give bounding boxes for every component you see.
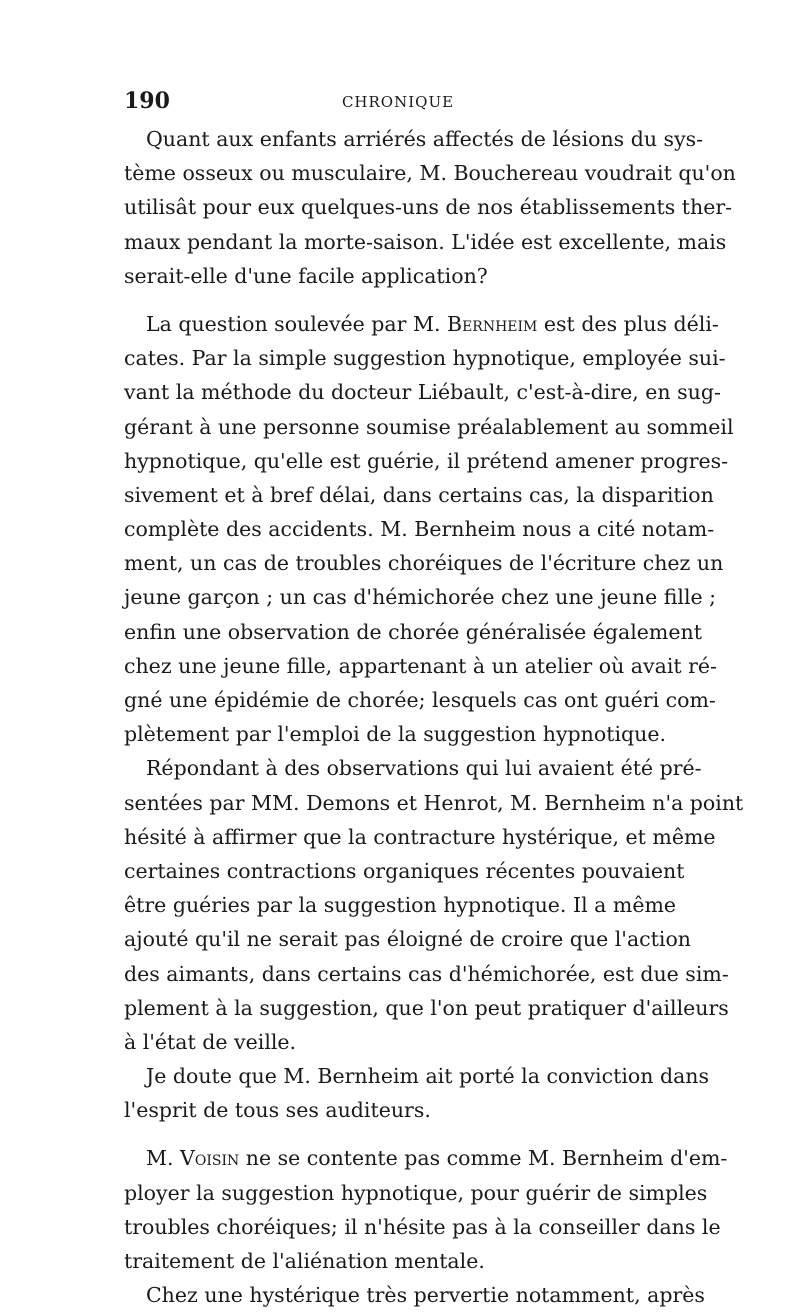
paragraph bbox=[124, 122, 736, 293]
text-line: traitement de l'aliénation mentale. bbox=[124, 1249, 485, 1273]
text-line: sivement et à bref délai, dans certains cas, la disparition bbox=[124, 482, 714, 507]
text-line: M. Voisin ne se contente pas comme M. Bernheim d'em- bbox=[146, 1146, 728, 1171]
text-line: gérant à une personne soumise préalablement au sommeil bbox=[124, 414, 734, 439]
text-line: cates. Par la simple suggestion hypnotique, employée sui- bbox=[124, 346, 726, 371]
text-line: certaines contractions organiques récentes pouvaient bbox=[124, 858, 685, 883]
page-header bbox=[124, 88, 672, 118]
text-line: tème osseux ou musculaire, M. Bouchereau voudrait qu'on bbox=[124, 161, 736, 186]
text-line: Répondant à des observations qui lui avaient été pré- bbox=[146, 756, 702, 781]
text-line: l'esprit de tous ses auditeurs. bbox=[124, 1098, 431, 1123]
text-line: utilisât pour eux quelques-uns de nos établissements ther- bbox=[124, 195, 733, 220]
text-line: plètement par l'emploi de la suggestion hypnotique. bbox=[124, 722, 666, 747]
text-line: Quant aux enfants arriérés affectés de lésions du sys- bbox=[146, 127, 704, 151]
text-line: ajouté qu'il ne serait pas éloigné de croire que l'action bbox=[124, 927, 691, 952]
text-line: sentées par MM. Demons et Henrot, M. Bernheim n'a point bbox=[124, 790, 744, 815]
text-line: troubles choréiques; il n'hésite pas à la conseiller dans le bbox=[124, 1214, 721, 1239]
paragraph bbox=[124, 307, 734, 751]
text-line: jeune garçon ; un cas d'hémichorée chez une jeune fille ; bbox=[124, 585, 717, 610]
text-line: gné une épidémie de chorée; lesquels cas ont guéri com- bbox=[124, 688, 716, 712]
paragraph bbox=[124, 1059, 710, 1127]
text-line: être guéries par la suggestion hypnotique. Il a même bbox=[124, 893, 677, 918]
text-line: vant la méthode du docteur Liébault, c'est-à-dire, en sug- bbox=[124, 380, 721, 405]
text-line: chez une jeune fille, appartenant à un atelier où avait ré- bbox=[124, 653, 717, 678]
text-line: ployer la suggestion hypnotique, pour guérir de simples bbox=[124, 1180, 708, 1205]
running-head: CHRONIQUE bbox=[341, 93, 455, 111]
page-body bbox=[124, 122, 744, 1312]
text-line: à l'état de veille. bbox=[124, 1029, 297, 1054]
text-line: ment, un cas de troubles choréiques de l'écriture chez un bbox=[124, 551, 724, 576]
text-line: des aimants, dans certains cas d'hémichorée, est due sim- bbox=[124, 961, 729, 986]
author-name: Voisin bbox=[180, 1146, 240, 1171]
text-line: serait-elle d'une facile application? bbox=[124, 263, 488, 288]
text-line: Chez une hystérique très pervertie notamment, après bbox=[146, 1283, 705, 1308]
paragraph bbox=[124, 1278, 705, 1312]
text-line: maux pendant la morte-saison. L'idée est excellente, mais bbox=[124, 229, 727, 254]
text-line: Je doute que M. Bernheim ait porté la conviction dans bbox=[146, 1064, 710, 1089]
text-line: plement à la suggestion, que l'on peut pratiquer d'ailleurs bbox=[124, 995, 729, 1020]
paragraph bbox=[124, 751, 744, 1059]
text-line: La question soulevée par M. Bernheim est des plus déli- bbox=[146, 311, 719, 336]
page-number: 190 bbox=[124, 88, 170, 114]
paragraph bbox=[124, 1141, 728, 1278]
text-line: complète des accidents. M. Bernheim nous a cité notam- bbox=[124, 517, 715, 542]
author-name: Bernheim bbox=[447, 311, 538, 336]
text-line: enfin une observation de chorée généralisée également bbox=[124, 619, 702, 644]
text-line: hésité à affirmer que la contracture hystérique, et même bbox=[124, 824, 716, 849]
text-line: hypnotique, qu'elle est guérie, il prétend amener progres- bbox=[124, 448, 729, 473]
